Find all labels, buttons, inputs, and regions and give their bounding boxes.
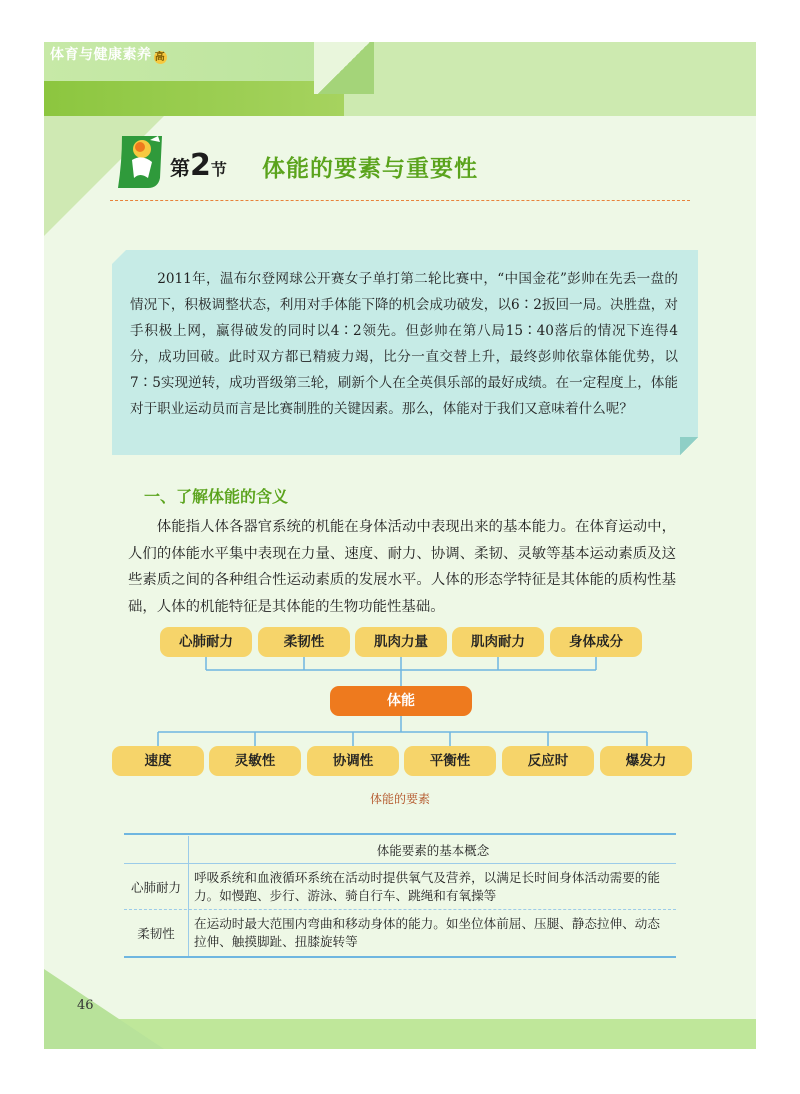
title-divider: [110, 200, 690, 201]
subheading: 一、了解体能的含义: [144, 487, 289, 506]
section-number-suffix: 节: [210, 160, 227, 179]
section-number-prefix: 第: [170, 156, 190, 180]
table-header-label: 体能要素的基本概念: [376, 843, 490, 858]
running-head-badge: 高: [154, 52, 166, 63]
section-number: [170, 148, 227, 183]
table-row-term: 柔韧性: [137, 926, 175, 941]
diagram-caption: 体能的要素: [369, 792, 430, 806]
body-paragraph: 体能指人体各器官系统的机能在身体活动中表现出来的基本能力。在体育运动中，人们的体能水平集中表现在力量、速度、耐力、协调、柔韧、灵敏等基本运动素质及这些素质之间的各种组合性运动素质的发展水平。人体的形态学特征是其体能的质构性基础，人体的机能特征是其体能的生物功能性基础。: [128, 519, 676, 615]
diagram-node-top-2: 柔韧性: [258, 627, 350, 657]
table-bottom-rule: [124, 956, 676, 958]
diagram-node-bottom-3: 协调性: [307, 746, 399, 776]
table-row-separator: [124, 909, 676, 910]
section-number-value: 2: [190, 148, 211, 183]
section-runner-icon: [112, 132, 166, 190]
diagram-node-bottom-5: 反应时: [502, 746, 594, 776]
table-row-definition: 呼吸系统和血液循环系统在活动时提供氧气及营养，以满足长时间身体活动需要的能力。如慢跑、步行、游泳、骑自行车、跳绳和有氧操等: [194, 870, 660, 903]
table-row-term: 心肺耐力: [130, 880, 181, 895]
intro-box-fold: [680, 437, 698, 455]
diagram-node-top-3: 肌肉力量: [355, 627, 447, 657]
page-number: 46: [77, 998, 94, 1013]
diagram-node-bottom-2: 灵敏性: [209, 746, 301, 776]
header-notch: [314, 42, 756, 116]
running-head: [50, 44, 167, 64]
table-top-rule: [124, 833, 676, 835]
header-tab: [44, 81, 344, 116]
running-head-text: 体育与健康素养: [50, 47, 152, 63]
diagram-node-bottom-1: 速度: [112, 746, 204, 776]
decor-triangle-bottom: [44, 969, 164, 1049]
diagram-node-bottom-4: 平衡性: [404, 746, 496, 776]
diagram-node-top-4: 肌肉耐力: [452, 627, 544, 657]
diagram-node-top-1: 心肺耐力: [160, 627, 252, 657]
header-fold-corner: [314, 42, 374, 94]
table-row-definition: 在运动时最大范围内弯曲和移动身体的能力。如坐位体前屈、压腿、静态拉伸、动态拉伸、触摸脚趾、扭膝旋转等: [194, 916, 660, 949]
intro-text: 2011年，温布尔登网球公开赛女子单打第二轮比赛中，“中国金花”彭帅在先丢一盘的情况下，积极调整状态，利用对手体能下降的机会成功破发，以6∶2扳回一局。决胜盘，对手积极上网，赢得破发的同时以4∶2领先。但彭帅在第八局15∶40落后的情况下连得4分，成功回破。此时双方都已精疲力竭，比分一直交替上升，最终彭帅依靠体能优势，以7∶5实现逆转，成功晋级第三轮，刷新个人在全英俱乐部的最好成绩。在一定程度上，体能对于职业运动员而言是比赛制胜的关键因素。那么，体能对于我们又意味着什么呢？: [130, 271, 678, 417]
section-title: 体能的要素与重要性: [262, 156, 478, 182]
diagram-node-top-5: 身体成分: [550, 627, 642, 657]
diagram-node-center: 体能: [330, 686, 472, 716]
diagram-node-bottom-6: 爆发力: [600, 746, 692, 776]
table-column-divider: [188, 836, 189, 956]
